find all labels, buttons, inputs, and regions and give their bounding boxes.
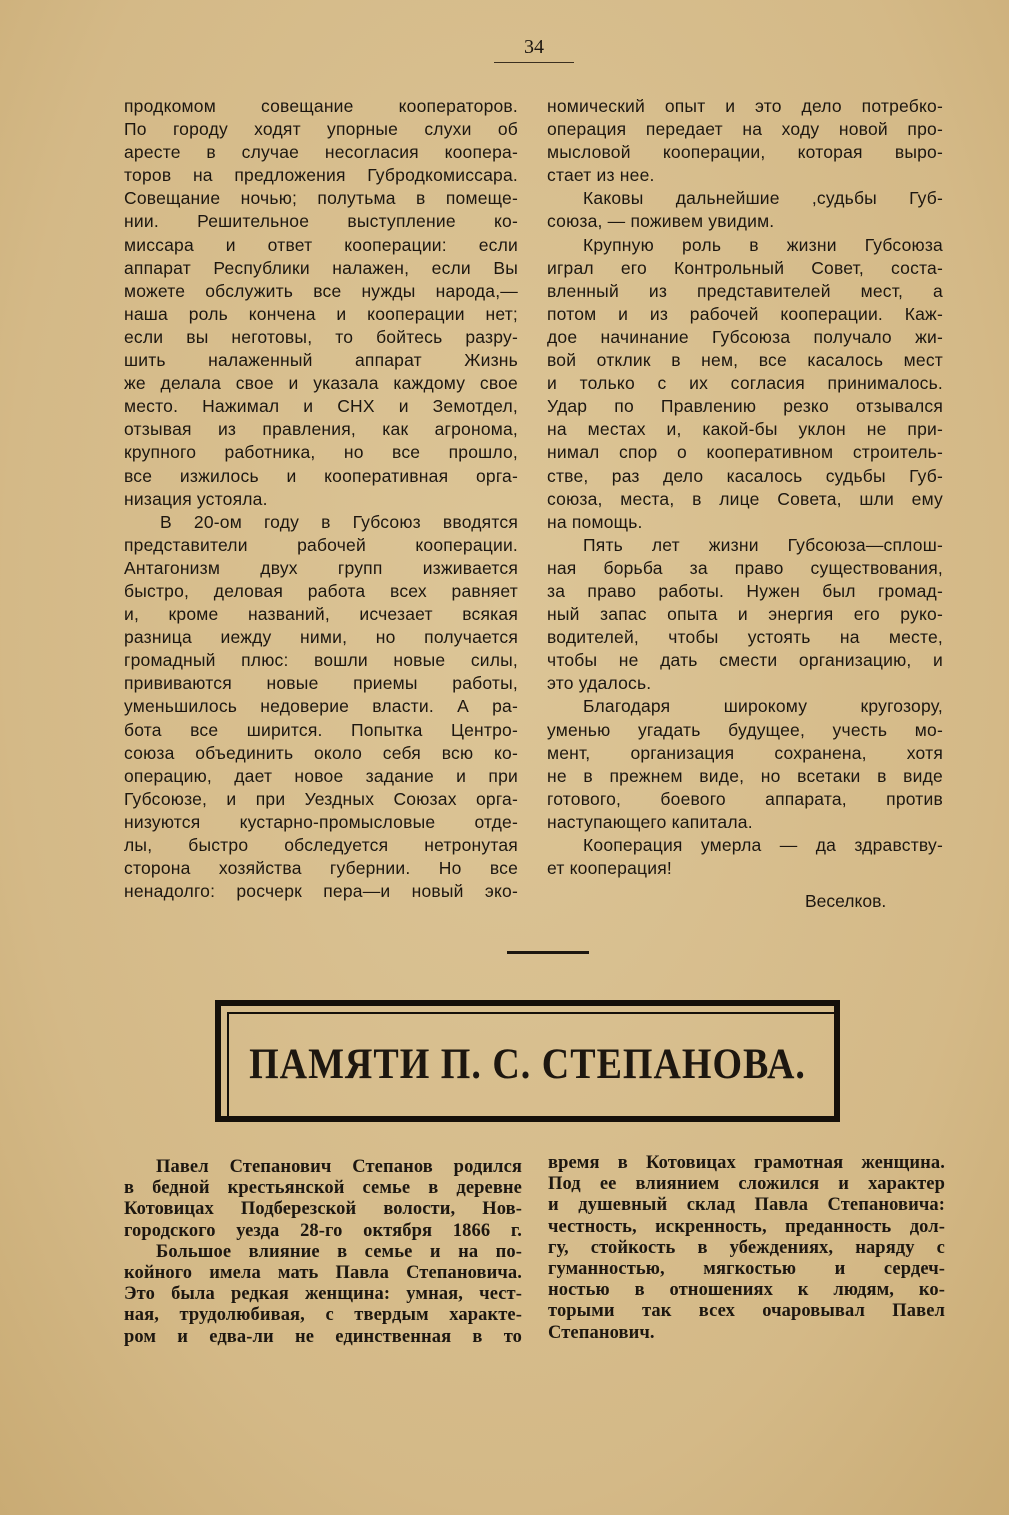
text-line: наша роль кончена и кооперации нет; [124,303,518,324]
text-line: в бедной крестьянской семье в деревне [124,1178,522,1199]
top-left-column [124,95,518,903]
text-line: же делала свое и указала каждому свое [124,373,518,394]
text-line: дое начинание Губсоюза получало жи- [547,326,943,347]
text-line: мысловой кооперации, которая выро- [547,142,943,163]
text-line: потом и из рабочей кооперации. Каж- [547,303,943,324]
text-line: ностью в отношениях к людям, ко- [548,1280,945,1301]
text-line: аппарат Республики налажен, если Вы [124,257,518,278]
text-line: союза, — поживем увидим. [547,211,775,232]
text-line: нимал спор о кооперативном строитель- [547,442,943,463]
text-line: громадный плюс: вошли новые силы, [124,650,518,671]
text-line: В 20-ом году в Губсоюз вводятся [160,511,518,532]
text-line: вой отклик в нем, все касалось мест [547,350,943,371]
text-line: отзывая из правления, как агронома, [124,419,518,440]
text-line: союза, места, в лице Совета, шли ему [547,488,943,509]
text-line: Антагонизм двух групп изживается [124,557,518,578]
text-line: играл его Контрольный Совет, соста- [547,257,943,278]
text-line: лы, быстро обследуется нетронутая [124,835,518,855]
text-line: чтобы не дать смести организацию, и [547,650,943,671]
text-line: Котовицах Подберезской волости, Нов- [124,1199,522,1220]
text-line: место. Нажимал и СНХ и Земотдел, [124,396,518,417]
text-line: прививаются новые приемы работы, [124,673,518,694]
text-line: номический опыт и это дело потребко- [547,96,943,116]
text-line: Совещание ночью; полутьма в помеще- [124,188,518,209]
text-line: операция передает на ходу новой про- [547,119,943,140]
text-line: торов на предложения Губродкомиссара. [124,165,518,186]
text-line: ная борьба за право существования, [547,557,943,578]
text-line: Удар по Правлению резко отзывался [547,396,943,417]
text-line: уменью угадать будущее, учесть мо- [547,719,943,740]
text-line: ром и едва-ли не единственная в то [124,1326,522,1347]
text-line: разница иежду ними, но получается [124,627,518,648]
text-line: за право работы. Нужен был громад- [547,580,943,601]
text-line: аресте в случае несогласия коопера- [124,142,518,163]
text-line: Большое влияние в семье и на по- [156,1241,522,1262]
text-line: и только с их согласия принималось. [547,373,943,394]
section-title: ПАМЯТИ П. С. СТЕПАНОВА. [249,1039,806,1089]
text-line: Благодаря широкому кругозору, [583,696,943,717]
section-divider [507,951,589,954]
text-line: койного имела мать Павла Степановича. [124,1263,522,1284]
text-line: бота все ширится. Попытка Центро- [124,719,518,740]
bottom-right-column [548,1153,945,1344]
text-line: Губсоюзе, и при Уездных Союзах орга- [124,788,518,809]
text-line: ная, трудолюбивая, с твердым характе- [124,1305,522,1326]
text-line: и душевный склад Павла Степановича: [548,1195,945,1216]
text-line: миссара и ответ кооперации: если [124,234,518,255]
text-line: не в прежнем виде, но всетаки в виде [547,765,943,786]
text-line: ный запас опыта и энергия его руко- [547,604,943,625]
section-title-frame [215,1000,840,1122]
text-line: продкомом совещание кооператоров. [124,96,518,116]
author-signature: Веселков. [805,891,887,911]
text-line: стает из нее. [547,165,655,186]
text-line: шить налаженный аппарат Жизнь [124,350,518,371]
text-line: Пять лет жизни Губсоюза—сплош- [583,534,943,555]
text-line: ненадолго: росчерк пера—и новый эко- [124,881,518,902]
text-line: время в Котовицах грамотная женщина. [548,1153,945,1173]
text-line: низуются кустарно-промысловые отде- [124,811,518,832]
text-line: Павел Степанович Степанов родился [156,1157,522,1177]
text-line: городского уезда 28-го октября 1866 г. [124,1220,522,1241]
text-line: низация устояла. [124,488,268,509]
text-line: Каковы дальнейшие ,судьбы Губ- [583,188,943,209]
text-line: можете обслужить все нужды народа,— [124,280,518,301]
text-line: водителей, чтобы устоять на месте, [547,627,943,648]
text-line: вленный из представителей мест, а [547,280,943,301]
text-line: все изжилось и кооперативная орга- [124,465,518,486]
text-line: торыми так всех очаровывал Павел [548,1301,945,1322]
text-line: ет кооперация! [547,858,672,879]
text-line: это удалось. [547,673,652,694]
text-line: быстро, деловая работа всех равняет [124,580,518,601]
text-line: если вы неготовы, то бойтесь разру- [124,326,518,347]
text-line: стве, раз дело касалось судьбы Губ- [547,465,943,486]
text-line: уменьшилось недоверие власти. А ра- [124,696,518,717]
top-right-column [547,95,943,880]
text-line: на местах и, какой-бы уклон не при- [547,419,943,440]
text-line: операцию, дает новое задание и при [124,765,518,786]
text-line: По городу ходят упорные слухи об [124,119,518,140]
text-line: нии. Решительное выступление ко- [124,211,518,232]
page-number: 34 [524,36,544,58]
bottom-left-column [124,1157,522,1348]
text-line: на помощь. [547,511,643,532]
text-line: Крупную роль в жизни Губсоюза [583,234,943,255]
text-line: крупного работника, но все прошло, [124,442,518,463]
text-line: честность, искренность, преданность дол- [548,1216,945,1237]
text-line: наступающего капитала. [547,811,753,832]
text-line: и, кроме названий, исчезает всякая [124,604,518,625]
text-line: Под ее влиянием сложился и характер [548,1174,945,1195]
text-line: готового, боевого аппарата, против [547,788,943,809]
text-line: гуманностью, мягкостью и сердеч- [548,1259,945,1280]
page-number-rule [494,62,574,63]
text-line: представители рабочей кооперации. [124,534,518,555]
text-line: Это была редкая женщина: умная, чест- [124,1284,522,1305]
text-line: Степанович. [548,1322,655,1343]
text-line: гу, стойкость в убеждениях, наряду с [548,1237,945,1258]
text-line: союза объединить около себя всю ко- [124,742,518,763]
text-line: Кооперация умерла — да здравству- [583,835,943,855]
text-line: сторона хозяйства губернии. Но все [124,858,518,879]
text-line: мент, организация сохранена, хотя [547,742,943,763]
